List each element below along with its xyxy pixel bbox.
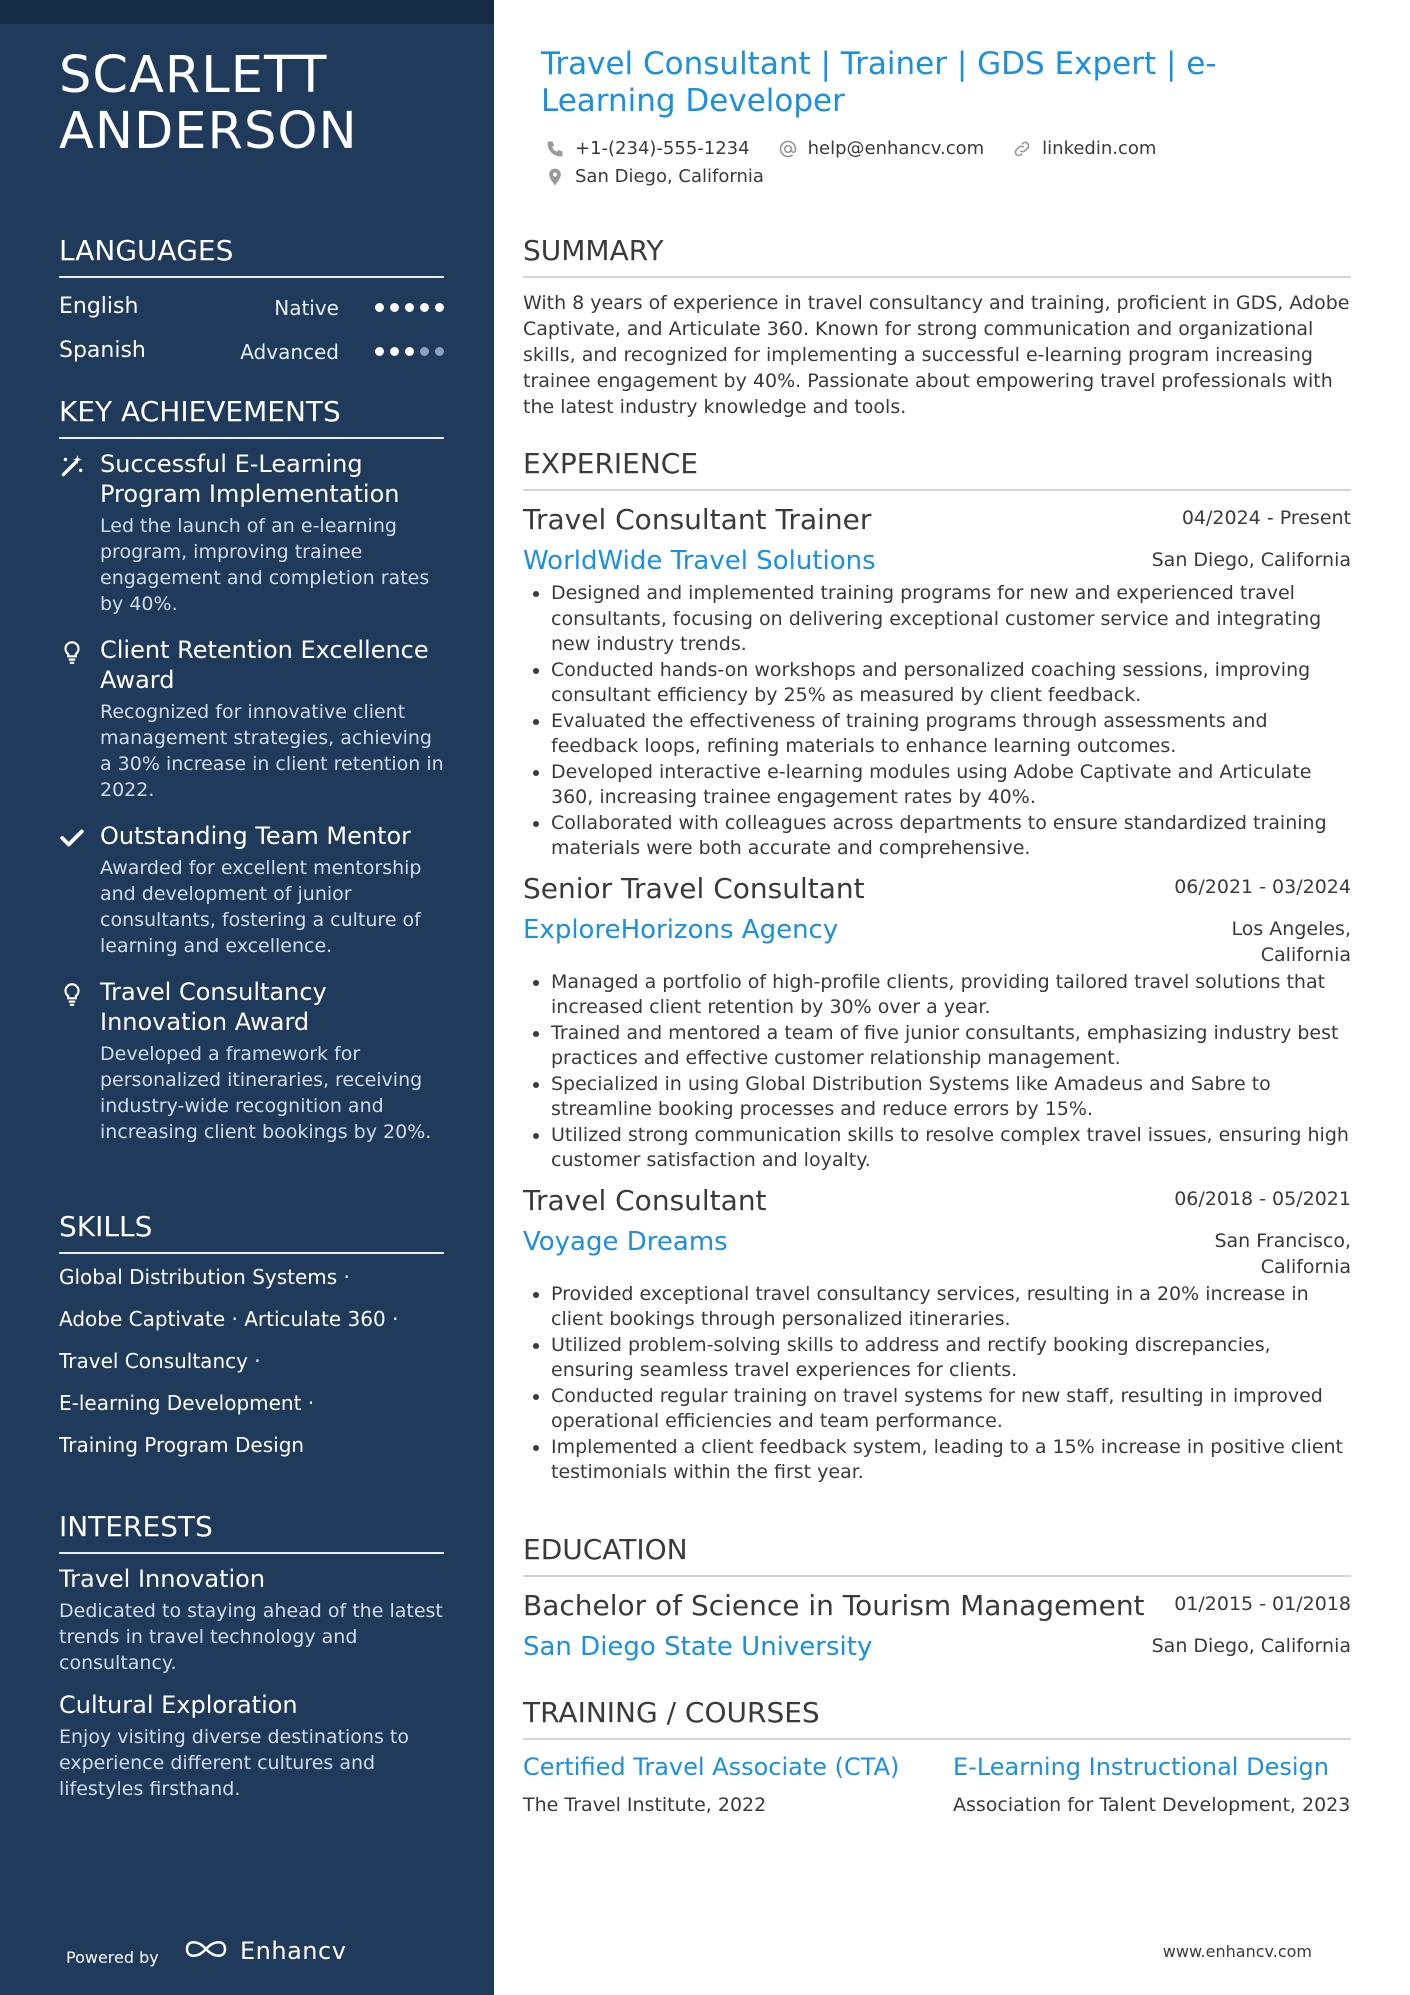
skills-heading: SKILLS: [59, 1210, 444, 1254]
skill-item: Travel Consultancy ·: [59, 1349, 261, 1373]
job-bullet: • Utilized problem-solving skills to address and rectify booking discrepancies, ensuring seamless travel experiences for clients.: [551, 1333, 1351, 1384]
achievement-item: [59, 821, 444, 959]
job-bullets: [523, 1282, 1351, 1486]
skill-item: Global Distribution Systems ·: [59, 1265, 350, 1289]
achievements-section: [59, 395, 444, 1163]
dot-filled: [390, 347, 399, 356]
school-location: San Diego, California: [1151, 1635, 1351, 1657]
course-title[interactable]: Certified Travel Associate (CTA): [523, 1753, 900, 1781]
degree-title: Bachelor of Science in Tourism Management: [523, 1589, 1145, 1622]
job-entry: [523, 503, 1351, 862]
achievement-desc: Developed a framework for personalized itineraries, receiving industry-wide recognition and increasing client bookings by 20%.: [100, 1043, 432, 1143]
achievement-title: Client Retention Excellence Award: [100, 636, 429, 694]
footer-site[interactable]: www.enhancv.com: [1162, 1942, 1312, 1961]
achievement-item: [59, 977, 444, 1145]
achievement-title: Successful E-Learning Program Implementation: [100, 450, 400, 508]
job-location: San Francisco, California: [1214, 1229, 1351, 1278]
job-subheader: [523, 914, 1351, 970]
interest-desc: Enjoy visiting diverse destinations to experience different cultures and lifestyles firsthand.: [59, 1726, 409, 1800]
job-dates: 06/2018 - 05/2021: [1174, 1187, 1351, 1210]
sidebar-top-strip: [0, 0, 494, 24]
job-bullets: [523, 581, 1351, 862]
language-row: [59, 288, 444, 332]
job-bullet: • Trained and mentored a team of five junior consultants, emphasizing industry best practices and effective customer relationship management.: [551, 1021, 1351, 1072]
experience-section: [523, 447, 1351, 1496]
education-heading: EDUCATION: [523, 1533, 1351, 1577]
job-header: [523, 872, 1351, 914]
job-location: Los Angeles, California: [1231, 917, 1351, 966]
interest-title: Travel Innovation: [59, 1565, 266, 1593]
phone-icon: [545, 139, 565, 159]
education-section: [523, 1533, 1351, 1667]
interests-heading: INTERESTS: [59, 1510, 444, 1554]
job-company[interactable]: ExploreHorizons Agency: [523, 914, 839, 945]
languages-heading: LANGUAGES: [59, 234, 444, 278]
education-dates: 01/2015 - 01/2018: [1174, 1593, 1351, 1615]
job-header: [523, 1184, 1351, 1226]
dot-filled: [405, 303, 414, 312]
job-bullet: • Managed a portfolio of high-profile clients, providing tailored travel solutions that increased client retention by 30% over a year.: [551, 970, 1351, 1021]
achievement-desc: Awarded for excellent mentorship and development of junior consultants, fostering a culture of learning and excellence.: [100, 857, 422, 957]
dot-filled: [375, 303, 384, 312]
job-bullet: • Conducted hands-on workshops and personalized coaching sessions, improving consultant efficiency by 25% as measured by client feedback.: [551, 658, 1351, 709]
job-bullet: • Provided exceptional travel consultancy services, resulting in a 20% increase in client bookings through personalized itineraries.: [551, 1282, 1351, 1333]
at-icon: [778, 139, 798, 159]
interest-title: Cultural Exploration: [59, 1691, 298, 1719]
check-icon: [59, 825, 85, 851]
job-title: Travel Consultant Trainer: [523, 503, 872, 536]
job-bullet: • Utilized strong communication skills to resolve complex travel issues, ensuring high customer satisfaction and loyalty.: [551, 1123, 1351, 1174]
job-title: Senior Travel Consultant: [523, 871, 865, 905]
summary-section: [523, 234, 1351, 420]
sidebar: [0, 0, 494, 1995]
languages-section: [59, 234, 444, 376]
job-bullet: • Evaluated the effectiveness of training programs through assessments and feedback loops, refining materials to enhance learning outcomes.: [551, 709, 1351, 760]
job-subheader: [523, 1226, 1351, 1282]
job-header: [523, 503, 1351, 545]
job-dates: 04/2024 - Present: [1181, 507, 1351, 529]
achievement-desc: Led the launch of an e-learning program, improving trainee engagement and completion rates by 40%.: [100, 515, 430, 615]
location-pin-icon: [545, 167, 565, 187]
job-bullet: • Implemented a client feedback system, leading to a 15% increase in positive client testimonials within the first year.: [551, 1435, 1351, 1486]
job-entry: [523, 1184, 1351, 1486]
achievement-title: Travel Consultancy Innovation Award: [100, 978, 327, 1036]
language-name: English: [59, 294, 139, 319]
course-item: [523, 1752, 953, 1818]
education-subheader: [523, 1631, 1351, 1667]
job-company[interactable]: Voyage Dreams: [523, 1226, 728, 1257]
language-level: Advanced: [240, 340, 339, 364]
language-name: Spanish: [59, 338, 146, 363]
headline: Travel Consultant | Trainer | GDS Expert | e-Learning Developer: [541, 46, 1217, 119]
candidate-name: [59, 48, 358, 160]
job-dates: 06/2021 - 03/2024: [1174, 875, 1351, 898]
enhancv-brand[interactable]: Enhancv: [240, 1937, 347, 1965]
course-org: The Travel Institute, 2022: [523, 1794, 767, 1816]
dot-filled: [390, 303, 399, 312]
job-entry: [523, 872, 1351, 1174]
dot-filled: [405, 347, 414, 356]
course-org: Association for Talent Development, 2023: [953, 1794, 1351, 1816]
lightbulb-icon: [59, 981, 85, 1007]
school-name[interactable]: San Diego State University: [523, 1632, 873, 1662]
interests-section: [59, 1510, 444, 1816]
job-bullet: • Conducted regular training on travel systems for new staff, resulting in improved operational efficiencies and team performance.: [551, 1384, 1351, 1435]
job-bullet: • Specialized in using Global Distribution Systems like Amadeus and Sabre to streamline booking processes and reduce errors by 15%.: [551, 1072, 1351, 1123]
education-header: [523, 1589, 1351, 1631]
enhancv-logo-icon: [184, 1936, 228, 1962]
location-text: San Diego, California: [575, 166, 764, 187]
achievements-heading: KEY ACHIEVEMENTS: [59, 395, 444, 439]
wand-icon: [59, 453, 85, 479]
course-title[interactable]: E-Learning Instructional Design: [953, 1753, 1329, 1781]
last-name: ANDERSON: [59, 102, 358, 161]
job-bullet: • Collaborated with colleagues across departments to ensure standardized training materials were both accurate and comprehensive.: [551, 811, 1351, 862]
skills-section: [59, 1210, 444, 1474]
job-company[interactable]: WorldWide Travel Solutions: [523, 546, 876, 576]
dot-filled: [435, 303, 444, 312]
link-icon: [1012, 139, 1032, 159]
achievement-item: [59, 449, 444, 617]
location-row: [545, 166, 764, 187]
dot-filled: [420, 303, 429, 312]
summary-heading: SUMMARY: [523, 234, 1351, 278]
achievement-desc: Recognized for innovative client management strategies, achieving a 30% increase in client retention in 2022.: [100, 701, 444, 801]
achievement-item: [59, 635, 444, 803]
skill-item: Training Program Design: [59, 1433, 305, 1457]
language-row: [59, 332, 444, 376]
job-bullet: • Designed and implemented training programs for new and experienced travel consultants, focusing on delivering exceptional customer service and integrating new industry trends.: [551, 581, 1351, 658]
job-subheader: [523, 545, 1351, 581]
achievement-title: Outstanding Team Mentor: [100, 822, 412, 850]
phone-text[interactable]: +1-(234)-555-1234: [575, 138, 750, 159]
job-location: San Diego, California: [1151, 549, 1351, 571]
course-grid: [523, 1752, 1351, 1818]
lightbulb-icon: [59, 639, 85, 665]
powered-by-label: Powered by: [66, 1948, 159, 1967]
training-heading: TRAINING / COURSES: [523, 1696, 1351, 1740]
job-bullets: [523, 970, 1351, 1174]
interest-desc: Dedicated to staying ahead of the latest trends in travel technology and consultancy.: [59, 1600, 443, 1674]
contact-row: [545, 138, 1156, 159]
dot-empty: [420, 347, 429, 356]
email-text[interactable]: help@enhancv.com: [807, 138, 985, 159]
job-bullet: • Developed interactive e-learning modules using Adobe Captivate and Articulate 360, increasing trainee engagement rates by 40%.: [551, 760, 1351, 811]
proficiency-dots: [375, 347, 444, 356]
course-item: [953, 1752, 1351, 1818]
skill-item: Adobe Captivate · Articulate 360 ·: [59, 1307, 399, 1331]
dot-filled: [375, 347, 384, 356]
training-section: [523, 1696, 1351, 1818]
dot-empty: [435, 347, 444, 356]
language-level: Native: [274, 296, 339, 320]
first-name: SCARLETT: [59, 46, 328, 105]
job-title: Travel Consultant: [523, 1183, 767, 1217]
proficiency-dots: [375, 303, 444, 312]
skill-item: E-learning Development ·: [59, 1391, 315, 1415]
experience-heading: EXPERIENCE: [523, 447, 1351, 491]
summary-text: With 8 years of experience in travel consultancy and training, proficient in GDS, Adobe Captivate, and Articulate 360. Known for strong communication and organizational skills, and recognized for implementing a successful e-learning program increasing trainee engagement by 40%. Passionate about empowering travel professionals with the latest industry knowledge and tools.: [523, 292, 1350, 418]
linkedin-text[interactable]: linkedin.com: [1042, 138, 1157, 159]
